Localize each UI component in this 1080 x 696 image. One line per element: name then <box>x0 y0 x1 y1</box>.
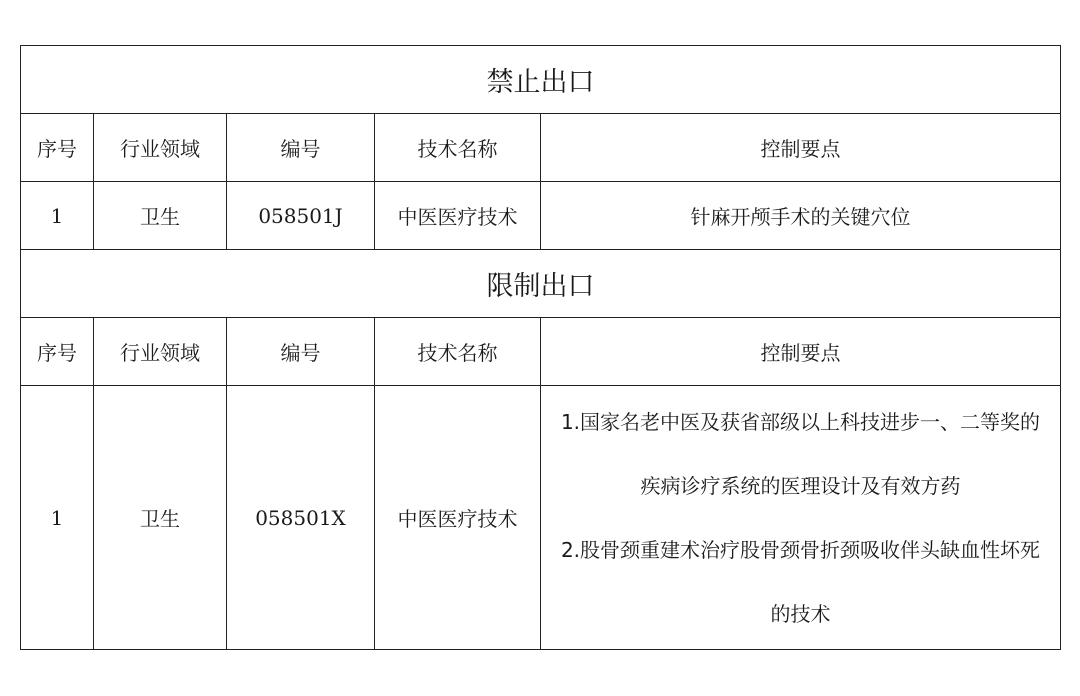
cell-tech-name: 中医医疗技术 <box>375 386 541 650</box>
section-title-restricted: 限制出口 <box>21 250 1061 318</box>
section-title-prohibited: 禁止出口 <box>21 46 1061 114</box>
control-point-line: 疾病诊疗系统的医理设计及有效方药 <box>640 473 961 498</box>
control-point-line: 2.股骨颈重建术治疗股骨颈骨折颈吸收伴头缺血性坏死 <box>560 537 1041 562</box>
header-index: 序号 <box>21 114 94 182</box>
cell-index: 1 <box>21 182 94 250</box>
cell-field: 卫生 <box>94 386 227 650</box>
header-tech-name: 技术名称 <box>375 318 541 386</box>
header-control-points: 控制要点 <box>541 114 1061 182</box>
header-index: 序号 <box>21 318 94 386</box>
table-row <box>21 182 1061 250</box>
header-row <box>21 318 1061 386</box>
section-title-row <box>21 250 1061 318</box>
section-title-row <box>21 46 1061 114</box>
header-code: 编号 <box>227 114 375 182</box>
table-row <box>21 386 1061 650</box>
header-tech-name: 技术名称 <box>375 114 541 182</box>
control-point-line: 的技术 <box>770 601 831 626</box>
cell-code: 058501J <box>227 182 375 250</box>
cell-tech-name: 中医医疗技术 <box>375 182 541 250</box>
control-point-line: 1.国家名老中医及获省部级以上科技进步一、二等奖的 <box>560 409 1041 434</box>
export-control-table <box>20 45 1061 650</box>
header-control-points: 控制要点 <box>541 318 1061 386</box>
header-field: 行业领域 <box>94 114 227 182</box>
header-field: 行业领域 <box>94 318 227 386</box>
header-row <box>21 114 1061 182</box>
cell-control-points <box>541 386 1061 650</box>
cell-code: 058501X <box>227 386 375 650</box>
cell-index: 1 <box>21 386 94 650</box>
cell-control-points: 针麻开颅手术的关键穴位 <box>541 182 1061 250</box>
header-code: 编号 <box>227 318 375 386</box>
cell-field: 卫生 <box>94 182 227 250</box>
